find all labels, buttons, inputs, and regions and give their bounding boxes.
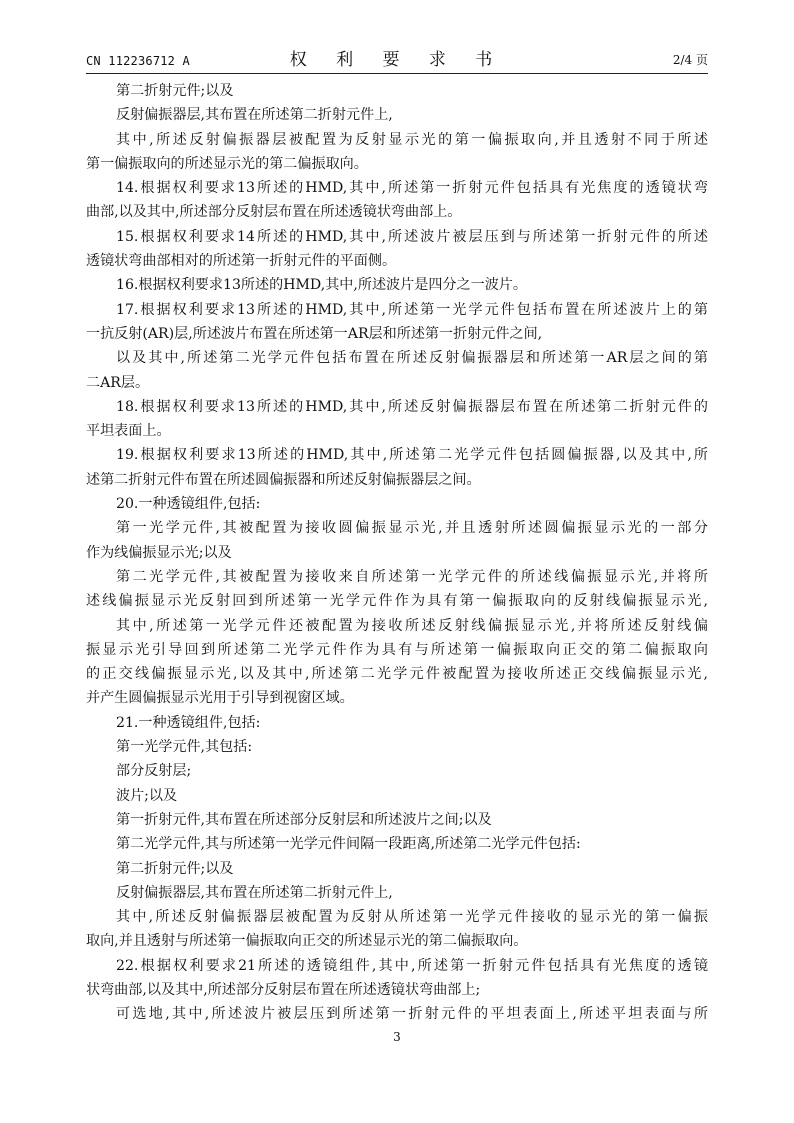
text-line: 状弯曲部,以及其中,所述部分反射层布置在所述透镜状弯曲部上; xyxy=(86,981,481,998)
text-line: 第二折射元件;以及 xyxy=(116,860,234,877)
text-line: 透镜状弯曲部相对的所述第一折射元件的平面侧。 xyxy=(86,253,397,270)
text-line: 15.根据权利要求14所述的HMD,其中,所述波片被层压到与所述第一折射元件的所述 xyxy=(116,228,708,245)
text-line: 曲部,以及其中,所述部分反射层布置在所述透镜状弯曲部上。 xyxy=(86,204,462,221)
text-line: 并产生圆偏振显示光用于引导到视窗区域。 xyxy=(86,690,354,707)
text-line: 述第二折射元件布置在所述圆偏振器和所述反射偏振器层之间。 xyxy=(86,471,481,488)
text-line: 18.根据权利要求13所述的HMD,其中,所述反射偏振器层布置在所述第二折射元件的 xyxy=(116,398,708,415)
text-line: 取向,并且透射与所述第一偏振取向正交的所述显示光的第二偏振取向。 xyxy=(86,933,528,950)
page-header xyxy=(86,40,708,72)
text-line: 部分反射层; xyxy=(116,763,192,780)
text-line: 第一光学元件,其被配置为接收圆偏振显示光,并且透射所述圆偏振显示光的一部分 xyxy=(116,520,708,537)
text-line: 二AR层。 xyxy=(86,374,150,391)
text-line: 振显示光引导回到所述第二光学元件作为具有与所述第一偏振取向正交的第二偏振取向 xyxy=(86,641,708,658)
text-line: 的正交线偏振显示光,以及其中,所述第二光学元件被配置为接收所述正交线偏振显示光, xyxy=(86,666,708,683)
text-line: 第一偏振取向的所述显示光的第二偏振取向。 xyxy=(86,155,368,172)
text-line: 其中,所述第一光学元件还被配置为接收所述反射线偏振显示光,并将所述反射线偏 xyxy=(116,617,708,634)
text-line: 第二折射元件;以及 xyxy=(116,83,234,99)
text-line: 第二光学元件,其与所述第一光学元件间隔一段距离,所述第二光学元件包括: xyxy=(116,836,581,853)
text-line: 其中,所述反射偏振器层被配置为反射从所述第一光学元件接收的显示光的第一偏振 xyxy=(116,909,708,926)
text-line: 一抗反射(AR)层,所述波片布置在所述第一AR层和所述第一折射元件之间, xyxy=(86,325,543,342)
text-line: 21.一种透镜组件,包括: xyxy=(116,714,261,731)
text-line: 波片;以及 xyxy=(116,787,178,804)
text-line: 述线偏振显示光反射回到所述第一光学元件作为具有第一偏振取向的反射线偏振显示光, xyxy=(86,593,708,610)
section-title: 权 利 要 求 书 xyxy=(289,50,505,70)
text-line: 19.根据权利要求13所述的HMD,其中,所述第二光学元件包括圆偏振器,以及其中,所 xyxy=(116,447,708,464)
text-line: 22.根据权利要求21所述的透镜组件,其中,所述第一折射元件包括具有光焦度的透镜 xyxy=(116,957,708,974)
text-line: 可选地,其中,所述波片被层压到所述第一折射元件的平坦表面上,所述平坦表面与所 xyxy=(116,1006,708,1023)
text-line: 反射偏振器层,其布置在所述第二折射元件上, xyxy=(116,884,393,901)
header-divider xyxy=(86,73,708,74)
text-line: 作为线偏振显示光;以及 xyxy=(86,544,232,561)
text-line: 第一折射元件,其布置在所述部分反射层和所述波片之间;以及 xyxy=(116,811,492,828)
text-line: 20.一种透镜组件,包括: xyxy=(116,496,261,513)
text-line: 14.根据权利要求13所述的HMD,其中,所述第一折射元件包括具有光焦度的透镜状弯 xyxy=(116,180,708,197)
text-line: 反射偏振器层,其布置在所述第二折射元件上, xyxy=(116,107,393,124)
text-line: 17.根据权利要求13所述的HMD,其中,所述第一光学元件包括布置在所述波片上的第 xyxy=(116,301,708,318)
text-line: 第一光学元件,其包括: xyxy=(116,739,253,756)
claims-body xyxy=(86,79,708,1027)
page-indicator: 2/4 页 xyxy=(672,53,708,67)
document-number: CN 112236712 A xyxy=(86,54,190,68)
text-line: 16.根据权利要求13所述的HMD,其中,所述波片是四分之一波片。 xyxy=(116,277,527,294)
text-line: 第二光学元件,其被配置为接收来自所述第一光学元件的所述线偏振显示光,并将所 xyxy=(116,568,708,585)
page-number: 3 xyxy=(393,1030,401,1044)
text-line: 其中,所述反射偏振器层被配置为反射显示光的第一偏振取向,并且透射不同于所述 xyxy=(116,131,708,148)
text-line: 平坦表面上。 xyxy=(86,423,171,440)
text-line: 以及其中,所述第二光学元件包括布置在所述反射偏振器层和所述第一AR层之间的第 xyxy=(116,350,708,367)
